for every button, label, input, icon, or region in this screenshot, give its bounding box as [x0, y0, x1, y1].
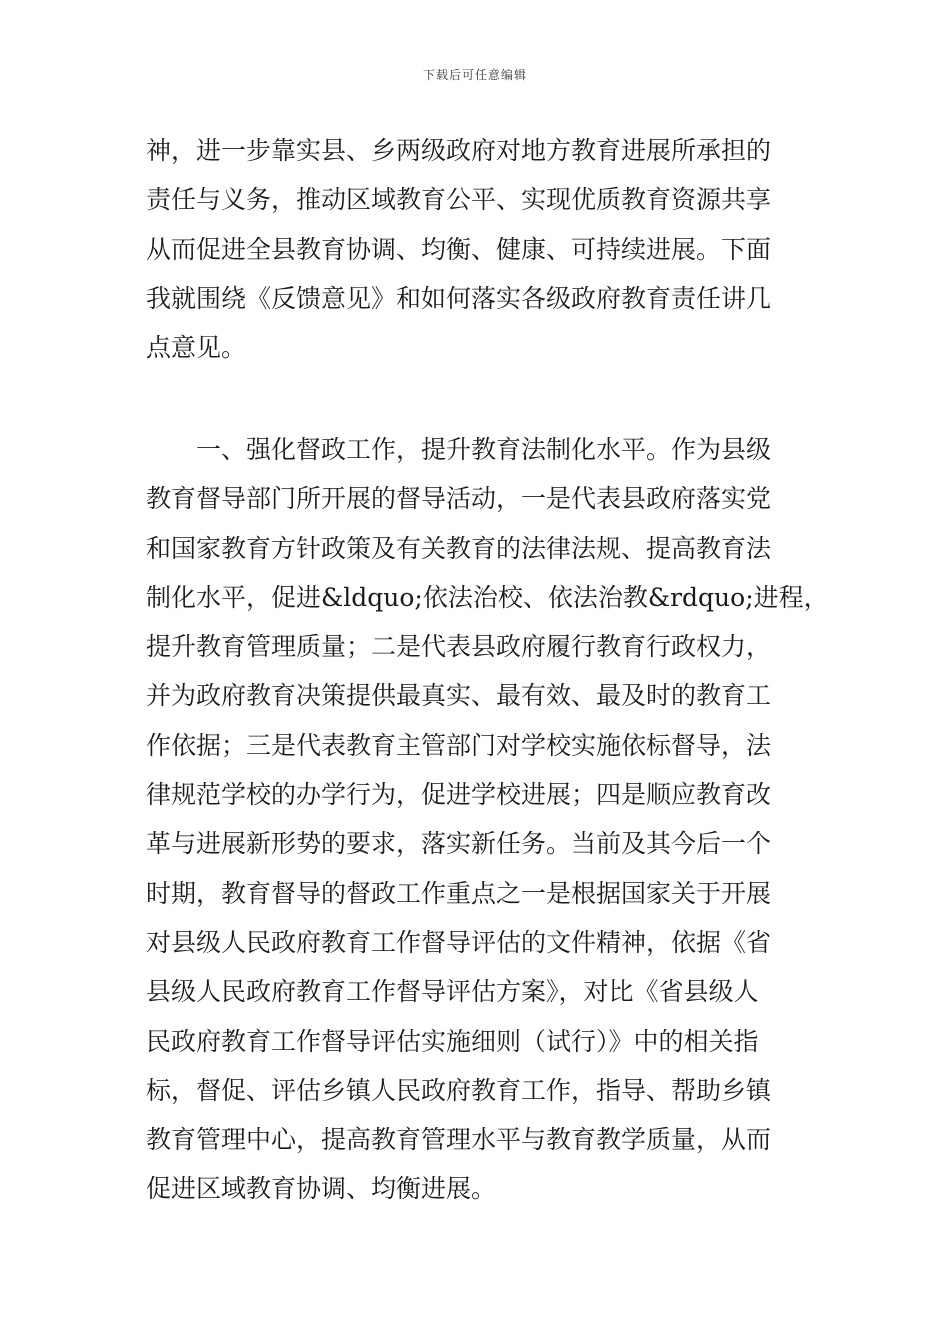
text-line: 教育督导部门所开展的督导活动，一是代表县政府落实党 [146, 484, 772, 514]
text-line: 律规范学校的办学行为，促进学校进展；四是顺应教育改 [146, 780, 772, 810]
text-line: 教育管理中心，提高教育管理水平与教育教学质量，从而 [146, 1125, 772, 1155]
text-line: 责任与义务，推动区域教育公平、实现优质教育资源共享 [146, 185, 772, 215]
text-line: 对县级人民政府教育工作督导评估的文件精神，依据《省 [146, 927, 772, 957]
text-line: 县级人民政府教育工作督导评估方案》，对比《省县级人 [146, 977, 759, 1007]
text-line: 并为政府教育决策提供最真实、最有效、最及时的教育工 [146, 681, 772, 711]
page-header: 下载后可任意编辑 [422, 68, 527, 82]
text-line: 提升教育管理质量；二是代表县政府履行教育行政权力， [146, 632, 772, 662]
text-line: 点意见。 [146, 333, 247, 363]
text-line: 时期，教育督导的督政工作重点之一是根据国家关于开展 [146, 878, 772, 908]
text-line: 和国家教育方针政策及有关教育的法律法规、提高教育法 [146, 533, 772, 563]
text-line: 我就围绕《反馈意见》和如何落实各级政府教育责任讲几 [146, 283, 772, 313]
text-line: 从而促进全县教育协调、均衡、健康、可持续进展。下面 [146, 234, 772, 264]
text-line: 一、强化督政工作，提升教育法制化水平。作为县级 [146, 435, 772, 464]
text-line: 作依据；三是代表教育主管部门对学校实施依标督导，法 [146, 730, 772, 760]
text-line: 神，进一步靠实县、乡两级政府对地方教育进展所承担的 [146, 136, 772, 165]
text-line: 革与进展新形势的要求，落实新任务。当前及其今后一个 [146, 829, 772, 859]
text-line: 制化水平，促进&ldquo;依法治校、依法治教&rdquo;进程， [146, 582, 829, 612]
text-line: 民政府教育工作督导评估实施细则（试行）》中的相关指 [146, 1026, 759, 1056]
text-line: 促进区域教育协调、均衡进展。 [146, 1174, 497, 1204]
paragraph-2 [146, 425, 829, 1214]
paragraph-1 [146, 126, 816, 372]
text-line: 标，督促、评估乡镇人民政府教育工作，指导、帮助乡镇 [146, 1075, 772, 1105]
